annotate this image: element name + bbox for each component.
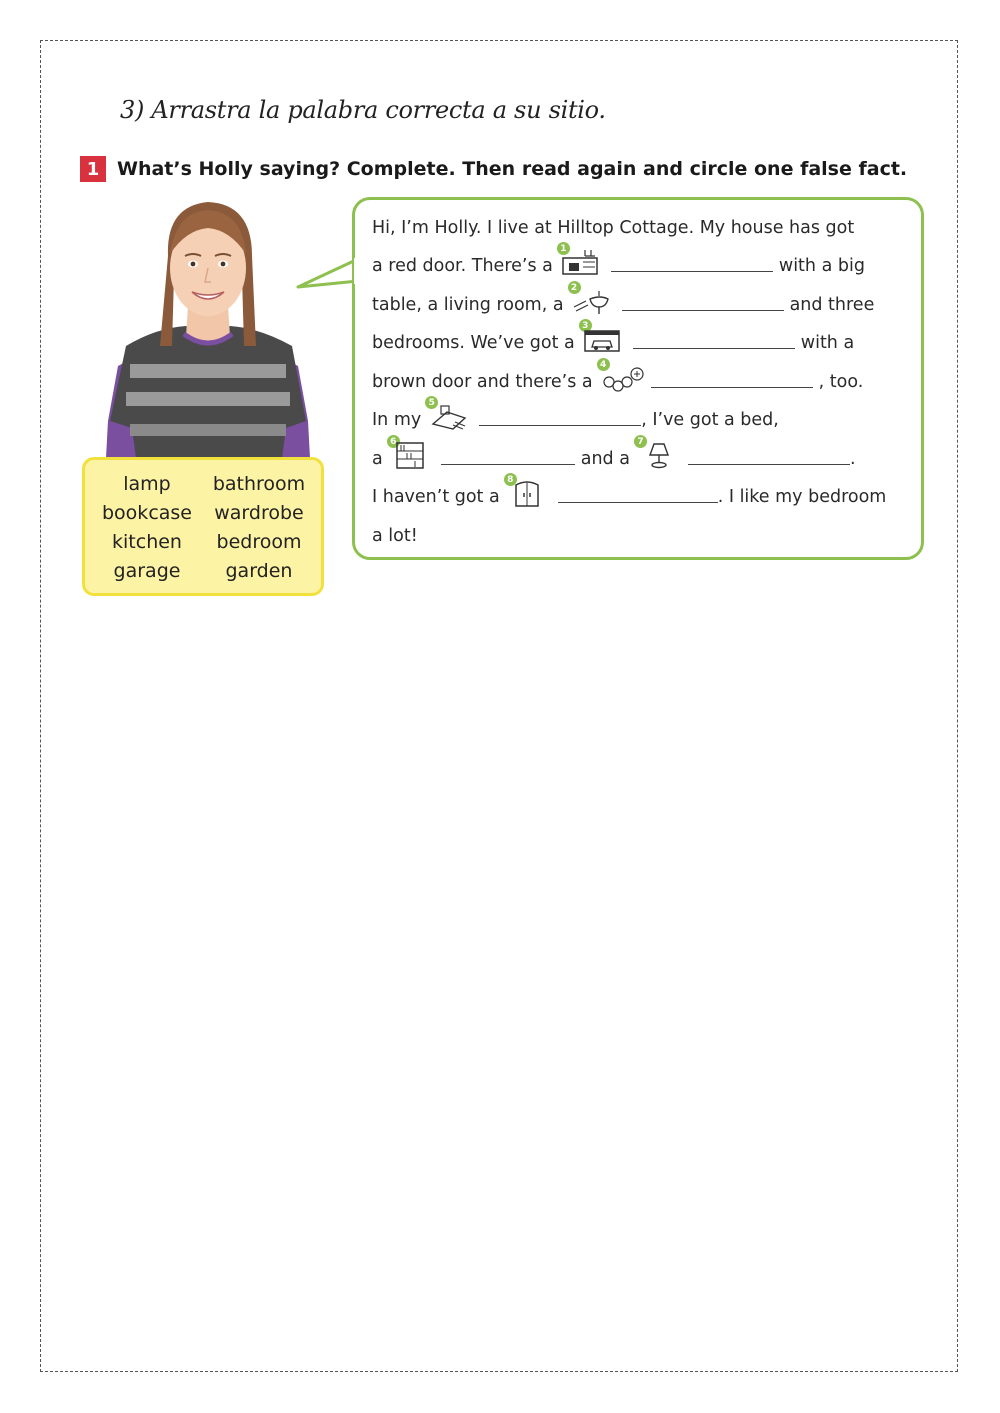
word-bank-item[interactable]: lamp	[123, 473, 171, 495]
bubble-text: Hi, I’m Holly. I live at Hilltop Cottage. My house has got	[372, 218, 855, 238]
bubble-text: , too.	[818, 372, 864, 392]
bubble-text: .	[849, 449, 856, 469]
bubble-text: bedrooms. We’ve got a	[372, 333, 575, 353]
answer-blank-4[interactable]	[651, 369, 813, 388]
picture-number-badge: 1	[557, 242, 570, 255]
bookcase-icon	[391, 441, 429, 469]
garage-picture	[579, 320, 623, 353]
lamp-icon	[638, 441, 676, 469]
word-bank-item[interactable]: garden	[225, 560, 293, 582]
picture-number-badge: 5	[425, 396, 438, 409]
holly-photo	[96, 196, 320, 458]
bubble-text: a lot!	[372, 526, 418, 546]
bubble-text: and a	[580, 449, 630, 469]
kitchen-icon	[561, 248, 599, 276]
word-bank-item[interactable]: wardrobe	[214, 502, 304, 524]
exercise-number-badge: 1	[80, 156, 106, 182]
answer-blank-1[interactable]	[611, 253, 773, 272]
answer-blank-3[interactable]	[633, 330, 795, 349]
bubble-text: I haven’t got a	[372, 487, 500, 507]
bedroom-icon	[429, 402, 469, 430]
picture-number-badge: 3	[579, 319, 592, 332]
bubble-text: a red door. There’s a	[372, 256, 553, 276]
bubble-tail-joint	[354, 258, 360, 284]
answer-blank-5[interactable]	[479, 407, 641, 426]
bubble-line-5	[372, 359, 864, 392]
bubble-line-4	[372, 320, 855, 353]
bubble-line-9	[372, 516, 418, 546]
bubble-line-1	[372, 208, 854, 238]
answer-blank-2[interactable]	[622, 292, 784, 311]
speech-bubble-tail	[296, 255, 360, 295]
garden-icon	[601, 364, 645, 392]
picture-number-badge: 6	[387, 435, 400, 448]
bubble-text: brown door and there’s a	[372, 372, 593, 392]
bathroom-icon	[572, 287, 610, 315]
bubble-text: and three	[789, 295, 875, 315]
kitchen-picture	[557, 243, 601, 276]
garden-picture	[597, 359, 641, 392]
answer-blank-8[interactable]	[558, 484, 718, 503]
answer-blank-7[interactable]	[688, 446, 850, 465]
word-bank-item[interactable]: bathroom	[212, 473, 306, 495]
instruction-text: 3) Arrastra la palabra correcta a su sitio.	[120, 96, 606, 124]
bubble-text: table, a living room, a	[372, 295, 564, 315]
bubble-text: , I’ve got a bed,	[641, 410, 779, 430]
bubble-line-7	[372, 436, 856, 469]
picture-number-badge: 8	[504, 473, 517, 486]
word-bank	[82, 457, 324, 596]
picture-number-badge: 4	[597, 358, 610, 371]
garage-icon	[583, 325, 621, 353]
bubble-text: with a	[800, 333, 855, 353]
wardrobe-icon	[508, 479, 546, 507]
answer-blank-6[interactable]	[441, 446, 575, 465]
picture-number-badge: 2	[568, 281, 581, 294]
wardrobe-picture	[504, 474, 548, 507]
bookcase-picture	[387, 436, 431, 469]
word-bank-item[interactable]: bedroom	[216, 531, 302, 553]
word-bank-item[interactable]: bookcase	[102, 502, 192, 524]
exercise-header	[80, 156, 907, 182]
bubble-text: with a big	[778, 256, 865, 276]
lamp-picture	[634, 436, 678, 469]
bubble-text: In my	[372, 410, 422, 430]
bubble-text: a	[372, 449, 383, 469]
bathroom-picture	[568, 282, 612, 315]
bedroom-picture	[425, 397, 469, 430]
picture-number-badge: 7	[634, 435, 647, 448]
bubble-line-8	[372, 474, 887, 507]
exercise-title: What’s Holly saying? Complete. Then read again and circle one false fact.	[117, 158, 908, 180]
bubble-line-6	[372, 397, 779, 430]
word-bank-item[interactable]: garage	[113, 560, 181, 582]
bubble-line-3	[372, 282, 875, 315]
word-bank-item[interactable]: kitchen	[112, 531, 182, 553]
bubble-text: . I like my bedroom	[717, 487, 887, 507]
bubble-line-2	[372, 243, 865, 276]
